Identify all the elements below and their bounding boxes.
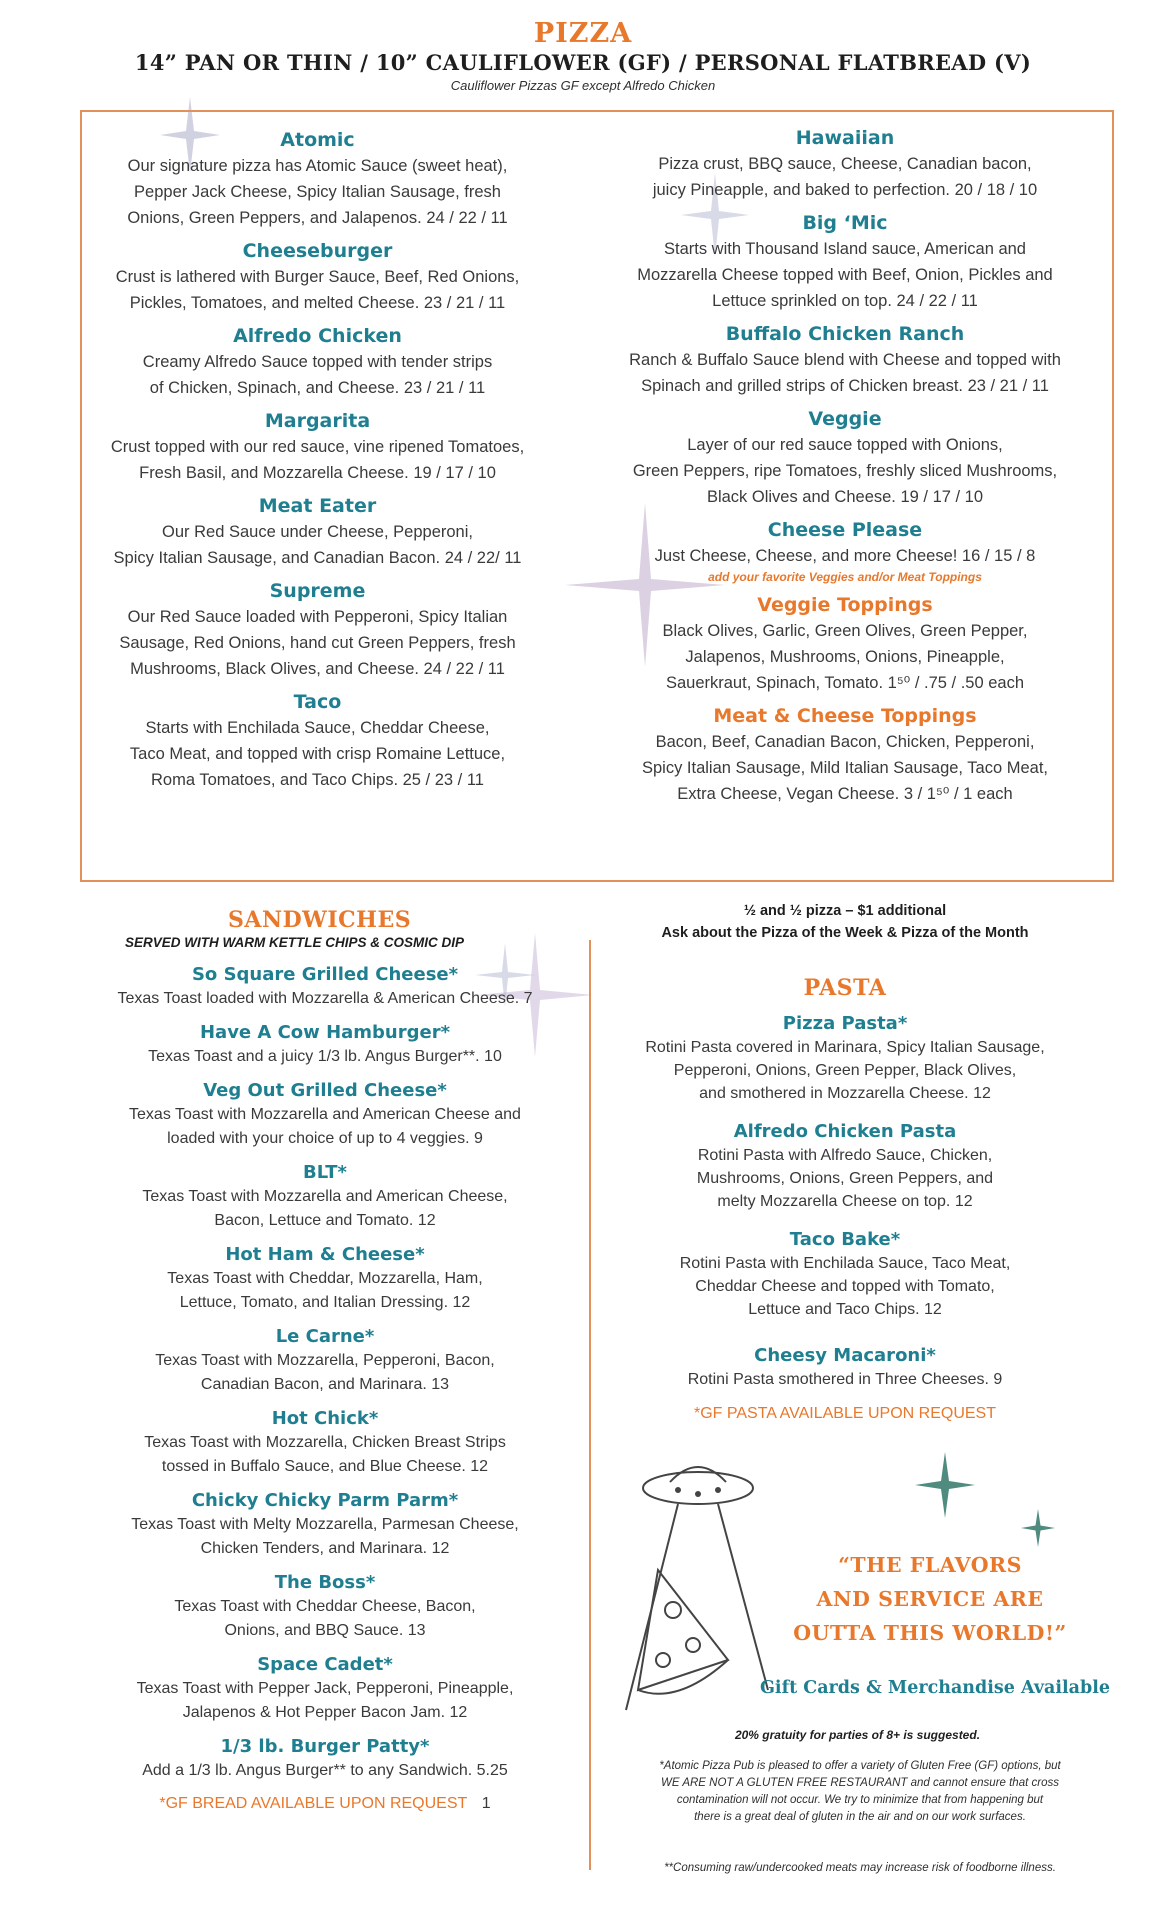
gluten-disclaimer: *Atomic Pizza Pub is pleased to offer a variety of Gluten Free (GF) options, but WE ARE NOT A GLUTEN FREE RESTAURANT and cannot ensure that cross contamination will not occur. We try to minimize that from happening but there is a great deal of gluten in the air and on our work surfaces. <box>659 1760 1061 1823</box>
item-description: Rotini Pasta with Enchilada Sauce, Taco Meat, Cheddar Cheese and topped with Tomato, Lettuce and Taco Chips. 12 <box>679 1255 1011 1318</box>
item-description: Texas Toast with Mozzarella, Chicken Breast Strips tossed in Buffalo Sauce, and Blue Cheese. 12 <box>144 1434 506 1475</box>
item-description: Our signature pizza has Atomic Sauce (sweet heat), Pepper Jack Cheese, Spicy Italian Sausage, fresh Onions, Green Peppers, and Jalapenos. 24 / 22 / 11 <box>127 157 508 227</box>
menu-item <box>600 211 1090 314</box>
sparkle-star-icon <box>1018 1508 1058 1548</box>
item-name: 1/3 lb. Burger Patty* <box>220 1736 430 1757</box>
gf-pasta-note: *GF PASTA AVAILABLE UPON REQUEST <box>693 1405 996 1422</box>
pizza-sizes: 14” PAN OR THIN / 10” CAULIFLOWER (GF) / PERSONAL FLATBREAD (V) <box>134 50 1032 75</box>
gratuity-note: 20% gratuity for parties of 8+ is suggested. <box>734 1728 981 1742</box>
menu-item <box>600 704 1090 807</box>
page-number: 1 <box>481 1795 491 1812</box>
item-name: Taco Bake* <box>789 1229 901 1250</box>
menu-item <box>70 1324 580 1397</box>
item-name: Atomic <box>280 129 355 151</box>
item-description: Texas Toast with Pepper Jack, Pepperoni, Pineapple, Jalapenos & Hot Pepper Bacon Jam. 12 <box>136 1680 514 1721</box>
sandwich-list <box>70 962 580 1816</box>
gift-cards-note: Gift Cards & Merchandise Available <box>759 1678 1111 1698</box>
item-description: Texas Toast with Mozzarella and American Cheese and loaded with your choice of up to 4 veggies. 9 <box>129 1106 521 1147</box>
item-description: Add a 1/3 lb. Angus Burger** to any Sandwich. 5.25 <box>142 1762 508 1779</box>
menu-item <box>70 1406 580 1479</box>
item-description: Starts with Thousand Island sauce, American and Mozzarella Cheese topped with Beef, Onion, Pickles and Lettuce sprinkled on top. 24 / 22 / 11 <box>637 240 1053 310</box>
item-name: Le Carne* <box>275 1326 375 1347</box>
menu-item <box>600 593 1090 696</box>
menu-item <box>70 1160 580 1233</box>
item-description: Texas Toast with Mozzarella and American Cheese, Bacon, Lettuce and Tomato. 12 <box>142 1188 508 1229</box>
pizza-right-column <box>600 126 1090 815</box>
item-name: Chicky Chicky Parm Parm* <box>191 1490 459 1511</box>
item-name: Hot Ham & Cheese* <box>225 1244 425 1265</box>
menu-item <box>90 494 545 571</box>
half-pizza-note: ½ and ½ pizza – $1 additional <box>743 903 947 919</box>
item-name: So Square Grilled Cheese* <box>191 964 459 985</box>
menu-item <box>70 1570 580 1643</box>
item-name: Cheese Please <box>767 519 923 541</box>
item-name: Have A Cow Hamburger* <box>199 1022 450 1043</box>
item-description: Just Cheese, Cheese, and more Cheese! 16 / 15 / 8 <box>654 547 1036 565</box>
gf-bread-note: *GF BREAD AVAILABLE UPON REQUEST <box>159 1795 468 1812</box>
topping-suggestion-note: add your favorite Veggies and/or Meat Toppings <box>708 570 982 584</box>
item-name: Veggie Toppings <box>757 594 933 616</box>
pasta-list <box>600 1011 1090 1423</box>
item-name: Hawaiian <box>795 127 895 149</box>
item-name: Alfredo Chicken <box>233 325 402 347</box>
menu-item <box>70 1020 580 1069</box>
item-description: Pizza crust, BBQ sauce, Cheese, Canadian bacon, juicy Pineapple, and baked to perfection. 20 / 18 / 10 <box>652 155 1038 199</box>
menu-item <box>70 962 580 1011</box>
item-name: Meat & Cheese Toppings <box>713 705 977 727</box>
item-description: Texas Toast with Mozzarella, Pepperoni, Bacon, Canadian Bacon, and Marinara. 13 <box>155 1352 495 1393</box>
pizza-of-the-week-note: Ask about the Pizza of the Week & Pizza of the Month <box>661 925 1029 941</box>
item-name: Veggie <box>808 408 882 430</box>
item-name: Margarita <box>264 410 371 432</box>
item-description: Black Olives, Garlic, Green Olives, Green Pepper, Jalapenos, Mushrooms, Onions, Pineapple, Sauerkraut, Spinach, Tomato. 1⁵⁰ / .75 / .50 each <box>662 622 1028 692</box>
sandwiches-subtitle: SERVED WITH WARM KETTLE CHIPS & COSMIC DIP <box>125 935 465 950</box>
promo-quote: “THE FLAVORS AND SERVICE ARE OUTTA THIS WORLD!” <box>793 1553 1067 1645</box>
pizza-section-title: PIZZA <box>533 18 633 49</box>
item-description: Starts with Enchilada Sauce, Cheddar Cheese, Taco Meat, and topped with crisp Romaine Lettuce, Roma Tomatoes, and Taco Chips. 25 / 23 / 11 <box>129 719 506 789</box>
item-description: Texas Toast with Cheddar, Mozzarella, Ham, Lettuce, Tomato, and Italian Dressing. 12 <box>167 1270 483 1311</box>
item-name: Veg Out Grilled Cheese* <box>203 1080 447 1101</box>
item-name: Cheeseburger <box>242 240 393 262</box>
menu-item <box>70 1734 580 1783</box>
item-description: Bacon, Beef, Canadian Bacon, Chicken, Pepperoni, Spicy Italian Sausage, Mild Italian Sausage, Taco Meat, Extra Cheese, Vegan Cheese. 3 / 1⁵⁰ / 1 each <box>641 733 1048 803</box>
item-description: Crust topped with our red sauce, vine ripened Tomatoes, Fresh Basil, and Mozzarella Cheese. 19 / 17 / 10 <box>110 438 525 482</box>
menu-item <box>90 690 545 793</box>
item-name: Pizza Pasta* <box>782 1013 908 1034</box>
item-name: Buffalo Chicken Ranch <box>725 323 965 345</box>
column-divider <box>589 940 591 1870</box>
menu-item <box>600 1011 1090 1105</box>
menu-item <box>600 322 1090 399</box>
item-description: Our Red Sauce under Cheese, Pepperoni, Spicy Italian Sausage, and Canadian Bacon. 24 / 22/ 11 <box>113 523 522 567</box>
pizza-left-column <box>90 128 545 801</box>
item-name: Cheesy Macaroni* <box>754 1345 936 1366</box>
menu-item <box>70 1488 580 1561</box>
item-name: Big ‘Mic <box>802 212 888 234</box>
pasta-section-title: PASTA <box>803 975 887 1001</box>
item-name: Space Cadet* <box>257 1654 393 1675</box>
item-name: Taco <box>293 691 342 713</box>
menu-item <box>90 128 545 231</box>
cauliflower-note: Cauliflower Pizzas GF except Alfredo Chicken <box>450 78 716 93</box>
menu-item <box>600 1119 1090 1213</box>
item-description: Our Red Sauce loaded with Pepperoni, Spicy Italian Sausage, Red Onions, hand cut Green Peppers, fresh Mushrooms, Black Olives, and Cheese. 24 / 22 / 11 <box>119 608 516 678</box>
item-description: Texas Toast loaded with Mozzarella & American Cheese. 7 <box>117 990 533 1007</box>
item-description: Ranch & Buffalo Sauce blend with Cheese and topped with Spinach and grilled strips of Chicken breast. 23 / 21 / 11 <box>629 351 1061 395</box>
item-name: Supreme <box>269 580 366 602</box>
menu-item <box>600 1227 1090 1321</box>
raw-meat-warning: **Consuming raw/undercooked meats may increase risk of foodborne illness. <box>664 1862 1056 1874</box>
menu-item <box>70 1078 580 1151</box>
item-name: Alfredo Chicken Pasta <box>733 1121 957 1142</box>
menu-item <box>600 126 1090 203</box>
menu-item <box>90 409 545 486</box>
menu-item <box>600 1343 1090 1391</box>
sparkle-star-icon <box>910 1450 980 1520</box>
item-description: Texas Toast with Melty Mozzarella, Parmesan Cheese, Chicken Tenders, and Marinara. 12 <box>131 1516 519 1557</box>
item-description: Crust is lathered with Burger Sauce, Beef, Red Onions, Pickles, Tomatoes, and melted Cheese. 23 / 21 / 11 <box>115 268 520 312</box>
menu-item <box>90 324 545 401</box>
sandwiches-section-title: SANDWICHES <box>228 907 412 933</box>
item-description: Texas Toast with Cheddar Cheese, Bacon, Onions, and BBQ Sauce. 13 <box>174 1598 476 1639</box>
item-description: Texas Toast and a juicy 1/3 lb. Angus Burger**. 10 <box>148 1048 502 1065</box>
item-name: Hot Chick* <box>271 1408 379 1429</box>
item-description: Creamy Alfredo Sauce topped with tender strips of Chicken, Spinach, and Cheese. 23 / 21 / 11 <box>142 353 493 397</box>
menu-item <box>600 407 1090 510</box>
menu-item <box>90 579 545 682</box>
item-name: Meat Eater <box>258 495 377 517</box>
menu-item <box>70 1652 580 1725</box>
menu-item <box>70 1242 580 1315</box>
item-name: BLT* <box>303 1162 347 1183</box>
item-description: Layer of our red sauce topped with Onions, Green Peppers, ripe Tomatoes, freshly sliced Mushrooms, Black Olives and Cheese. 19 / 17 / 10 <box>632 436 1058 506</box>
menu-item <box>90 239 545 316</box>
item-description: Rotini Pasta with Alfredo Sauce, Chicken, Mushrooms, Onions, Green Peppers, and melty Mozzarella Cheese on top. 12 <box>696 1147 994 1210</box>
menu-item <box>600 518 1090 585</box>
item-description: Rotini Pasta covered in Marinara, Spicy Italian Sausage, Pepperoni, Onions, Green Pepper, Black Olives, and smothered in Mozzarella Cheese. 12 <box>645 1039 1045 1102</box>
item-name: The Boss* <box>274 1572 376 1593</box>
item-description: Rotini Pasta smothered in Three Cheeses. 9 <box>687 1371 1003 1388</box>
